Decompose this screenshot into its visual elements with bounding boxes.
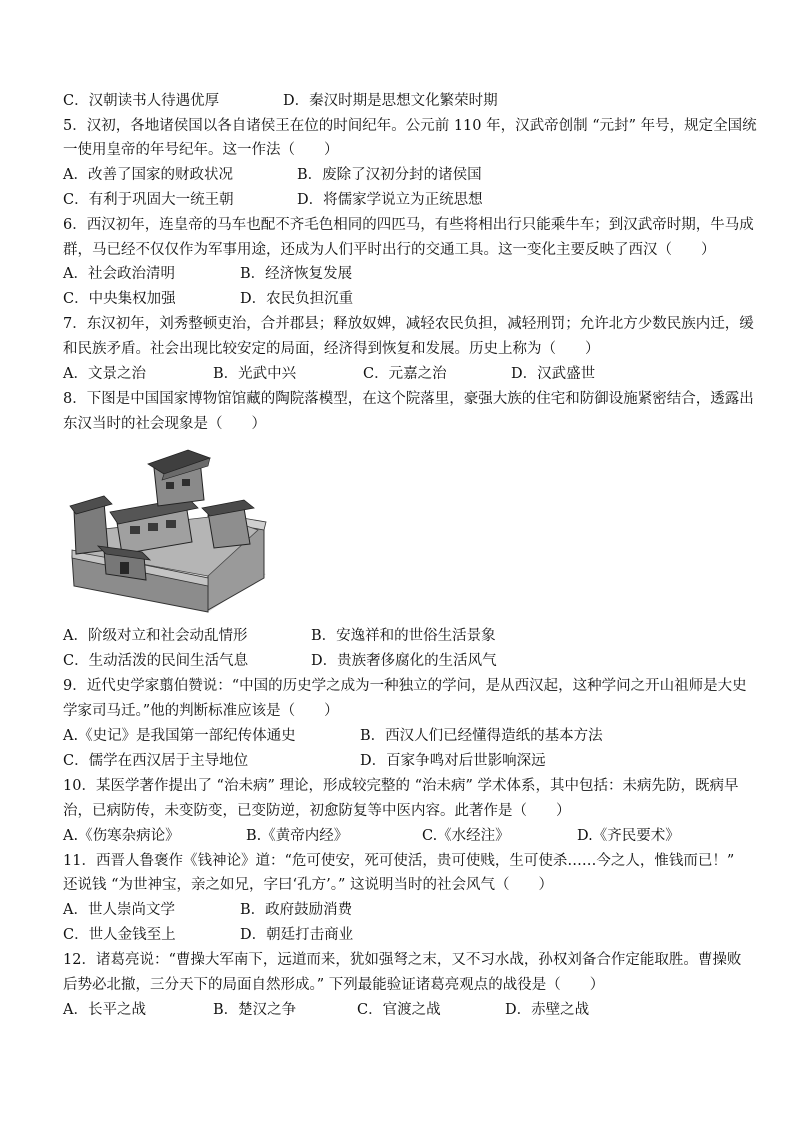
q6-option-a: A．社会政治清明: [63, 266, 175, 282]
q4-option-d: D．秦汉时期是思想文化繁荣时期: [283, 93, 498, 109]
q7-option-d: D．汉武盛世: [511, 366, 596, 382]
q11-stem-line1: 11．西晋人鲁褒作《钱神论》道：“危可使安，死可使活，贵可使贱，生可使杀……今之人，惟钱而已！”: [63, 853, 735, 869]
q12-stem-line2: 后势必北撤，三分天下的局面自然形成。” 下列最能验证诸葛亮观点的战役是（ ）: [63, 977, 605, 993]
q8-stem-line2: 东汉当时的社会现象是（ ）: [63, 416, 266, 432]
q7-option-c: C．元嘉之治: [363, 366, 447, 382]
q9-stem-line2: 学家司马迁。”他的判断标准应该是（ ）: [63, 703, 339, 719]
q11-option-a: A．世人崇尚文学: [63, 902, 175, 918]
q12-option-d: D．赤壁之战: [505, 1002, 590, 1018]
q8-stem-line1: 8．下图是中国国家博物馆馆藏的陶院落模型，在这个院落里，豪强大族的住宅和防御设施紧密结合，透露出: [63, 391, 754, 407]
q11-option-b: B．政府鼓励消费: [240, 902, 353, 918]
q10-option-c: C.《水经注》: [422, 828, 510, 844]
q10-stem-line2: 治，已病防传，未变防变，已变防逆，初愈防复等中医内容。此著作是（ ）: [63, 803, 571, 819]
q11-option-d: D．朝廷打击商业: [240, 927, 354, 943]
q6-stem-line1: 6．西汉初年，连皇帝的马车也配不齐毛色相同的四匹马，有些将相出行只能乘牛车；到汉武帝时期，牛马成: [63, 217, 754, 233]
q5-option-d: D．将儒家学说立为正统思想: [297, 192, 483, 208]
pottery-courtyard-model-image: [68, 446, 268, 618]
q8-option-b: B．安逸祥和的世俗生活景象: [311, 628, 496, 644]
q10-option-a: A.《伤寒杂病论》: [63, 828, 180, 844]
q8-option-a: A．阶级对立和社会动乱情形: [63, 628, 248, 644]
q8-option-d: D．贵族奢侈腐化的生活风气: [311, 653, 497, 669]
q10-option-d: D.《齐民要术》: [577, 828, 680, 844]
q6-option-c: C．中央集权加强: [63, 291, 176, 307]
q5-stem-line1: 5．汉初，各地诸侯国以各自诸侯王在位的时间纪年。公元前 110 年，汉武帝创制 “元封” 年号，规定全国统: [63, 118, 757, 134]
q5-stem-line2: 一使用皇帝的年号纪年。这一作法（ ）: [63, 142, 339, 158]
q5-option-b: B．废除了汉初分封的诸侯国: [297, 167, 482, 183]
q12-stem-line1: 12．诸葛亮说：“曹操大军南下，远道而来，犹如强弩之末，又不习水战，孙权刘备合作定能取胜。曹操败: [63, 952, 742, 968]
q6-option-d: D．农民负担沉重: [240, 291, 354, 307]
q11-stem-line2: 还说钱 “为世神宝，亲之如兄，字曰‘孔方’。” 这说明当时的社会风气（ ）: [63, 877, 554, 893]
q10-option-b: B.《黄帝内经》: [246, 828, 349, 844]
q10-stem-line1: 10．某医学著作提出了 “治未病” 理论，形成较完整的 “治未病” 学术体系，其中包括：未病先防，既病早: [63, 778, 739, 794]
q7-stem-line1: 7．东汉初年，刘秀整顿吏治，合并郡县；释放奴婢，减轻农民负担，减轻刑罚；允许北方少数民族内迁，缓: [63, 316, 754, 332]
q7-stem-line2: 和民族矛盾。社会出现比较安定的局面，经济得到恢复和发展。历史上称为（ ）: [63, 341, 600, 357]
q9-stem-line1: 9．近代史学家翦伯赞说：“中国的历史学之成为一种独立的学问，是从西汉起，这种学问之开山祖师是大史: [63, 678, 747, 694]
q12-option-c: C．官渡之战: [357, 1002, 441, 1018]
q9-option-a: A.《史记》是我国第一部纪传体通史: [63, 728, 296, 744]
q5-option-c: C．有利于巩固大一统王朝: [63, 192, 234, 208]
q11-option-c: C．世人金钱至上: [63, 927, 176, 943]
q9-option-b: B．西汉人们已经懂得造纸的基本方法: [360, 728, 603, 744]
q7-option-b: B．光武中兴: [213, 366, 297, 382]
q12-option-b: B．楚汉之争: [213, 1002, 297, 1018]
q4-option-c: C．汉朝读书人待遇优厚: [63, 93, 220, 109]
q9-option-d: D．百家争鸣对后世影响深远: [360, 753, 546, 769]
q5-option-a: A．改善了国家的财政状况: [63, 167, 233, 183]
q7-option-a: A．文景之治: [63, 366, 146, 382]
q6-stem-line2: 群，马已经不仅仅作为军事用途，还成为人们平时出行的交通工具。这一变化主要反映了西汉（ ）: [63, 242, 716, 258]
q9-option-c: C．儒学在西汉居于主导地位: [63, 753, 249, 769]
q8-option-c: C．生动活泼的民间生活气息: [63, 653, 249, 669]
q6-option-b: B．经济恢复发展: [240, 266, 353, 282]
q12-option-a: A．长平之战: [63, 1002, 146, 1018]
